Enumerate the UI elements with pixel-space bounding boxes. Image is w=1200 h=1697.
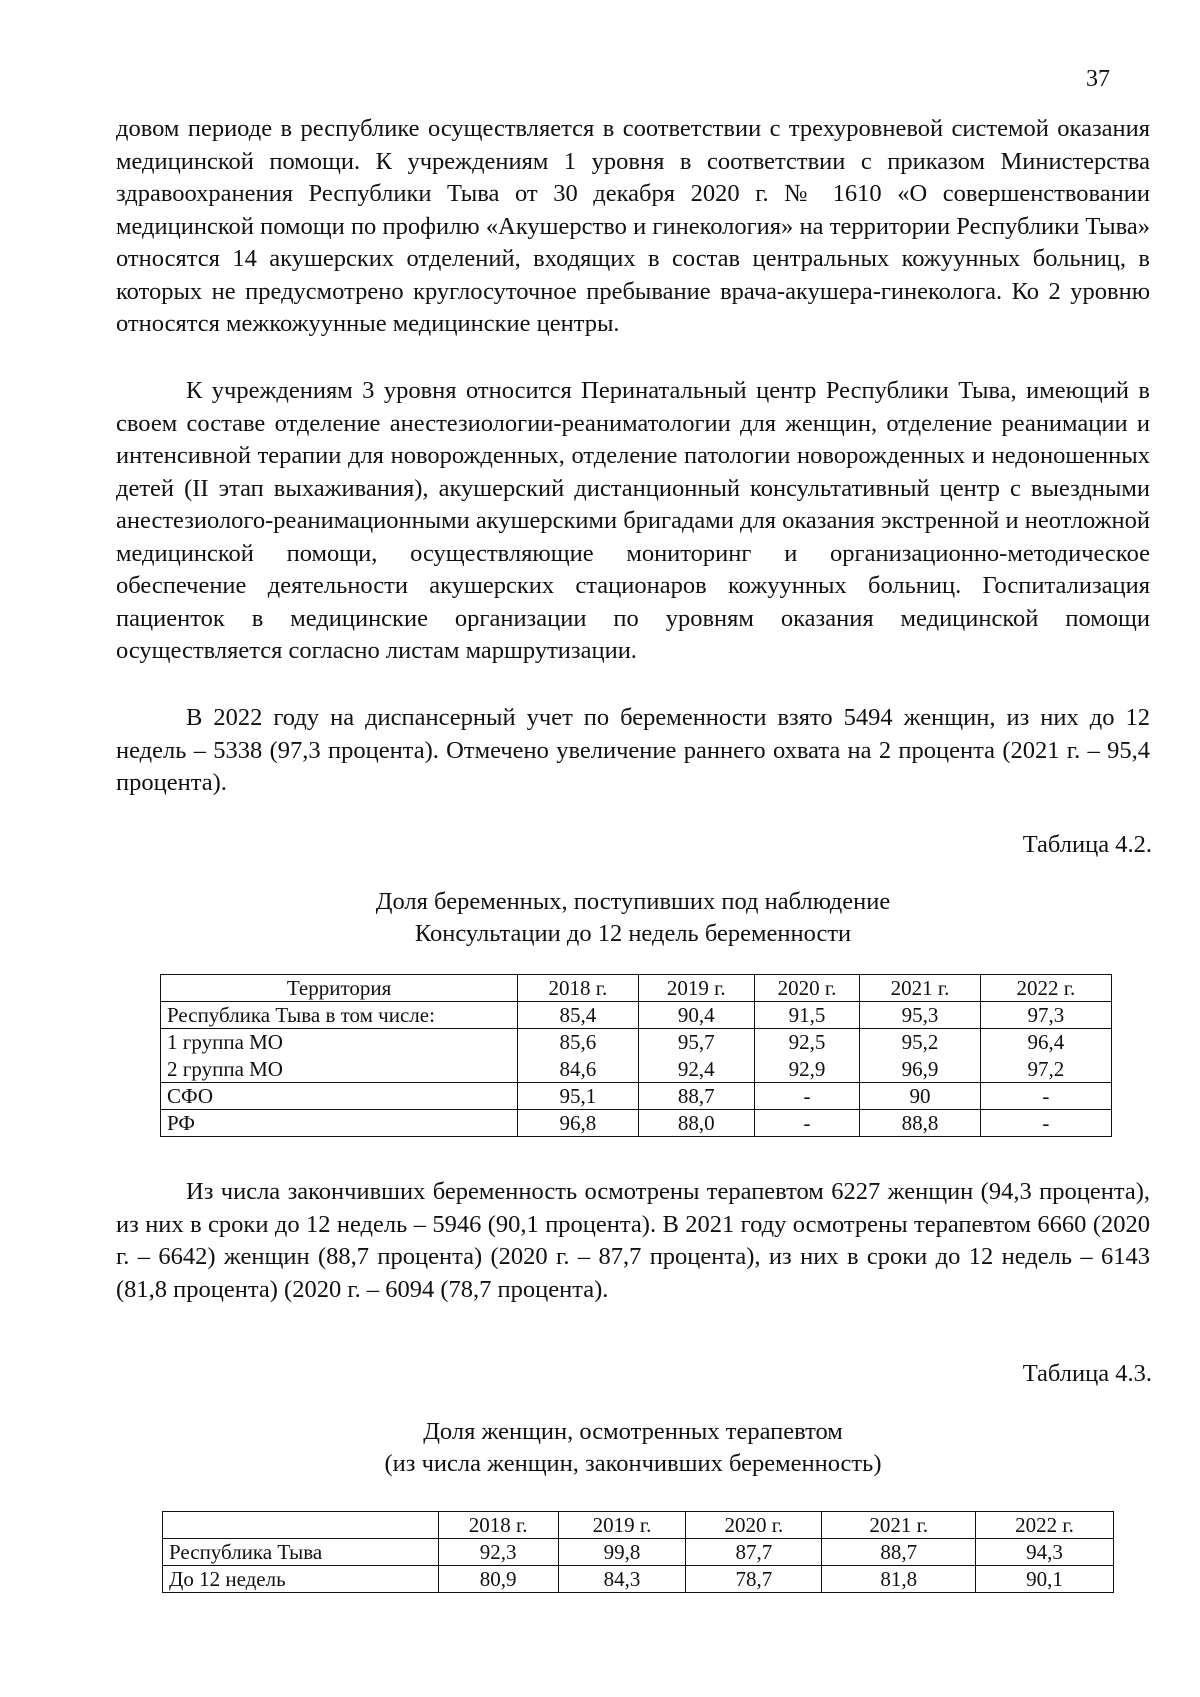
table-cell: 90 xyxy=(860,1083,980,1110)
table-cell: 88,8 xyxy=(860,1110,980,1137)
table-cell: 85,6 xyxy=(518,1029,638,1056)
table-cell: 97,3 xyxy=(980,1002,1111,1029)
row-label: Республика Тыва в том числе: xyxy=(161,1002,518,1029)
row-label: СФО xyxy=(161,1083,518,1110)
header-cell: 2018 г. xyxy=(438,1512,558,1539)
table-cell: - xyxy=(754,1110,859,1137)
table-cell: 96,8 xyxy=(518,1110,638,1137)
table-4-2-title-line2: Консультации до 12 недель беременности xyxy=(414,920,852,947)
table-row xyxy=(161,1029,1112,1056)
table-row xyxy=(163,1539,1114,1566)
header-cell: 2019 г. xyxy=(638,975,754,1002)
table-header-row xyxy=(163,1512,1114,1539)
table-cell: 90,1 xyxy=(976,1566,1114,1593)
row-label: 1 группа МО xyxy=(161,1029,518,1056)
table-row xyxy=(161,1083,1112,1110)
table-cell: 80,9 xyxy=(438,1566,558,1593)
table-cell: 92,5 xyxy=(754,1029,859,1056)
table-cell: 84,3 xyxy=(558,1566,686,1593)
paragraph-3: В 2022 году на диспансерный учет по беременности взято 5494 женщин, из них до 12 недель – 5338 (97,3 процента). Отмечено увеличение раннего охвата на 2 процента (2021 г. – 95,4 процента). xyxy=(116,704,1150,796)
header-cell: 2022 г. xyxy=(976,1512,1114,1539)
table-cell: 95,3 xyxy=(860,1002,980,1029)
table-4-3-title-line1: Доля женщин, осмотренных терапевтом xyxy=(423,1418,843,1445)
page-number: 37 xyxy=(1086,66,1110,92)
paragraph-1: довом периоде в республике осуществляется в соответствии с трехуровневой системой оказания медицинской помощи. К учреждениям 1 уровня в соответствии с приказом Министерства здравоохранения Республики Тыва от 30 декабря 2020 г. № 1610 «О совершенствовании медицинской помощи по профилю «Акушерство и гинекология» на территории Республики Тыва» относятся 14 акушерских отделений, входящих в состав центральных кожуунных больниц, в которых не предусмотрено круглосуточное пребывание врача-акушера-гинеколога. Ко 2 уровню относятся межкожуунные медицинские центры. xyxy=(116,115,1150,337)
table-row xyxy=(161,1110,1112,1137)
row-label: 2 группа МО xyxy=(161,1056,518,1083)
header-cell: 2021 г. xyxy=(860,975,980,1002)
table-row xyxy=(163,1566,1114,1593)
table-cell: - xyxy=(980,1083,1111,1110)
table-cell: 99,8 xyxy=(558,1539,686,1566)
table-cell: 92,9 xyxy=(754,1056,859,1083)
table-row xyxy=(161,1056,1112,1083)
table-cell: 87,7 xyxy=(686,1539,822,1566)
table-cell: 95,2 xyxy=(860,1029,980,1056)
table-4-3 xyxy=(162,1511,1114,1593)
table-4-2-label: Таблица 4.2. xyxy=(1022,831,1152,858)
table-cell: 92,4 xyxy=(638,1056,754,1083)
table-cell: 90,4 xyxy=(638,1002,754,1029)
table-cell: 88,0 xyxy=(638,1110,754,1137)
table-cell: 78,7 xyxy=(686,1566,822,1593)
header-cell: 2020 г. xyxy=(754,975,859,1002)
table-cell: 96,9 xyxy=(860,1056,980,1083)
table-cell: 92,3 xyxy=(438,1539,558,1566)
table-header-row xyxy=(161,975,1112,1002)
table-cell: 96,4 xyxy=(980,1029,1111,1056)
table-4-2 xyxy=(160,974,1112,1137)
paragraph-4: Из числа закончивших беременность осмотрены терапевтом 6227 женщин (94,3 процента), из них в сроки до 12 недель – 5946 (90,1 процента). В 2021 году осмотрены терапевтом 6660 (2020 г. – 6642) женщин (88,7 процента) (2020 г. – 87,7 процента), из них в сроки до 12 недель – 6143 (81,8 процента) (2020 г. – 6094 (78,7 процента). xyxy=(116,1178,1150,1303)
table-cell: 97,2 xyxy=(980,1056,1111,1083)
table-4-2-title xyxy=(116,886,1150,950)
row-label: Республика Тыва xyxy=(163,1539,439,1566)
header-cell: 2022 г. xyxy=(980,975,1111,1002)
table-4-3-title xyxy=(116,1416,1150,1480)
table-cell: 84,6 xyxy=(518,1056,638,1083)
header-cell: 2020 г. xyxy=(686,1512,822,1539)
table-cell: 95,1 xyxy=(518,1083,638,1110)
table-cell: - xyxy=(980,1110,1111,1137)
table-cell: 88,7 xyxy=(638,1083,754,1110)
table-cell: - xyxy=(754,1083,859,1110)
table-cell: 81,8 xyxy=(822,1566,976,1593)
header-cell: 2019 г. xyxy=(558,1512,686,1539)
row-label: РФ xyxy=(161,1110,518,1137)
table-row xyxy=(161,1002,1112,1029)
table-cell: 85,4 xyxy=(518,1002,638,1029)
header-cell xyxy=(163,1512,439,1539)
table-4-3-label: Таблица 4.3. xyxy=(1022,1360,1152,1387)
header-cell: 2021 г. xyxy=(822,1512,976,1539)
table-4-2-title-line1: Доля беременных, поступивших под наблюдение xyxy=(375,888,891,915)
header-cell: 2018 г. xyxy=(518,975,638,1002)
header-cell: Территория xyxy=(161,975,518,1002)
table-cell: 95,7 xyxy=(638,1029,754,1056)
paragraph-2: К учреждениям 3 уровня относится Перинатальный центр Республики Тыва, имеющий в своем составе отделение анестезиологии-реаниматологии для женщин, отделение реанимации и интенсивной терапии для новорожденных, отделение патологии новорожденных и недоношенных детей (II этап выхаживания), акушерский дистанционный консультативный центр с выездными анестезиолого-реанимационными акушерскими бригадами для оказания экстренной и неотложной медицинской помощи, осуществляющие мониторинг и организационно-методическое обеспечение деятельности акушерских стационаров кожуунных больниц. Госпитализация пациенток в медицинские организации по уровням оказания медицинской помощи осуществляется согласно листам маршрутизации. xyxy=(116,377,1150,664)
row-label: До 12 недель xyxy=(163,1566,439,1593)
table-cell: 91,5 xyxy=(754,1002,859,1029)
table-cell: 94,3 xyxy=(976,1539,1114,1566)
table-cell: 88,7 xyxy=(822,1539,976,1566)
table-4-3-title-line2: (из числа женщин, закончивших беременность) xyxy=(384,1450,882,1477)
